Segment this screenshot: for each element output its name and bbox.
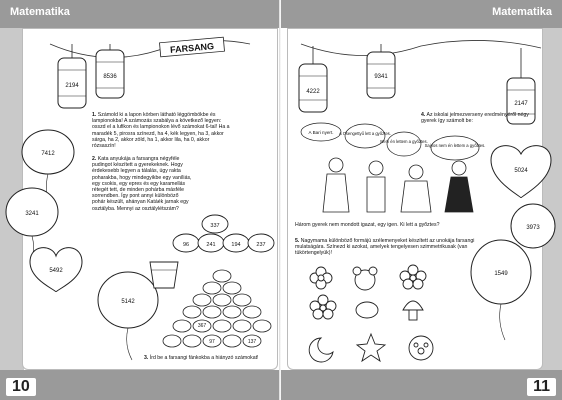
bear-cookie xyxy=(353,267,377,290)
task-4-text: Az iskolai jelmezverseny eredményéről négy gyerek így számolt be: xyxy=(421,112,529,125)
balloon-6 xyxy=(511,204,555,248)
star-cookie xyxy=(357,334,385,361)
bubble-2-text: A Csengettyű lett a győztes. xyxy=(339,131,391,136)
costume-figures xyxy=(323,158,473,212)
mushroom-cookie xyxy=(403,301,423,320)
task-5-number: 5. xyxy=(295,238,300,244)
egg-cookie xyxy=(356,302,378,318)
lantern-4-value: 9341 xyxy=(374,74,388,80)
flower-cookie-1 xyxy=(310,267,332,289)
balloon-3-value: 5492 xyxy=(49,268,63,274)
lantern-4 xyxy=(367,44,395,98)
flower-cookie-2 xyxy=(400,265,426,289)
task-2-text: Kata anyukája a farsangra négyféle pudingot készített a gyerekeknek. Hogy érdekesebb legyen a tálalás, úgy rakta poharakba, hogy mindegyikbe egy vaníliás, egy csokis, egy epres és egy karamellás rétegét tett, de minden pohárba másféle sorrendben. Így pont annyi különböző pohár készült, ahányan Katáék jarnak egy osztályba. Mennyi az osztálylétszám? xyxy=(92,156,192,212)
donut-pyramid xyxy=(163,270,271,347)
donut-row-1: 96 xyxy=(182,242,190,248)
balloon-2-value: 3241 xyxy=(25,211,39,217)
balloon-7-value: 1549 xyxy=(494,271,508,277)
lantern-1-value: 2194 xyxy=(65,83,79,89)
right-header-title: Matematika xyxy=(492,6,552,18)
lantern-2-value: 8536 xyxy=(103,74,117,80)
left-header-title: Matematika xyxy=(10,6,70,18)
donut-row-2: 241 xyxy=(206,242,216,248)
balloon-7 xyxy=(471,240,531,340)
task-5-text: Nagymama különböző formájú szélemenyeket készített az unokája farsangi mulatságára. Színezd ki azokat, amelyek tengelyesen szimmetrikusak (van tükörtengelyük)! xyxy=(295,238,475,257)
task-2 xyxy=(92,156,192,212)
pyramid-value-2: 97 xyxy=(209,339,215,345)
lantern-3-value: 4222 xyxy=(306,89,320,95)
right-page xyxy=(281,0,562,400)
donut-row xyxy=(173,215,274,252)
balloon-3 xyxy=(30,248,82,292)
donut-row-4: 237 xyxy=(256,242,266,248)
bubble-4-text: Sajnos nem én lettem a győztes. xyxy=(424,143,486,148)
task-1-text: Számold ki a lapon körben látható léggömbökbe és lampionokba! A számozás szabálya a következő legyen: osszd el a lufikon és lampionokon lévő számokat 6-tal! Ha a maradék 5, pirosra színezd, ha 4, kék legyen, ha 3, akkor sárga, ha 2, akkor zöld, ha 1, akkor lila, ha 0, akkor rózsaszín! xyxy=(92,112,230,150)
lantern-2 xyxy=(96,44,124,98)
clown-cookie xyxy=(409,336,433,360)
task-4-number: 4. xyxy=(421,112,426,118)
pyramid-value-3: 137 xyxy=(247,339,257,345)
task-1 xyxy=(92,112,232,149)
balloon-4 xyxy=(98,272,158,360)
farsang-banner xyxy=(160,37,225,57)
task-3-number: 3. xyxy=(144,355,149,361)
donut-row-3: 194 xyxy=(231,242,241,248)
balloon-5-value: 5024 xyxy=(514,168,528,174)
pudding-glass xyxy=(150,262,178,288)
banner-text: FARSANG xyxy=(169,41,215,55)
task-2-number: 2. xyxy=(92,156,97,162)
lantern-1 xyxy=(58,44,86,108)
balloon-1-value: 7412 xyxy=(41,151,55,157)
task-5 xyxy=(295,238,475,257)
balloon-5 xyxy=(491,146,551,198)
balloon-6-value: 3973 xyxy=(526,225,540,231)
balloon-4-value: 5142 xyxy=(121,299,135,305)
lantern-3 xyxy=(299,46,327,112)
pyramid-value-1: 367 xyxy=(197,323,207,329)
right-page-number: 11 xyxy=(527,378,556,396)
lantern-5-value: 2147 xyxy=(514,101,528,107)
task-3-text: Írd be a farsangi fánkokba a hiányzó számokat! xyxy=(149,355,259,361)
left-page-number: 10 xyxy=(6,378,36,396)
bubble-1-text: A Bari nyert. xyxy=(308,130,334,135)
moon-cookie xyxy=(309,338,333,362)
donut-top-value: 337 xyxy=(210,223,220,229)
task-4 xyxy=(421,112,531,124)
task-1-number: 1. xyxy=(92,112,97,118)
cookie-shapes xyxy=(309,265,433,362)
flower-cookie-3 xyxy=(310,295,336,319)
task-3 xyxy=(144,355,274,361)
question-text: Három gyerek nem mondott igazat, egy igen. Ki lett a győztes? xyxy=(295,222,440,228)
bubble-3-text: Nem én lettem a győztes. xyxy=(380,139,428,144)
right-illustration xyxy=(281,0,562,400)
